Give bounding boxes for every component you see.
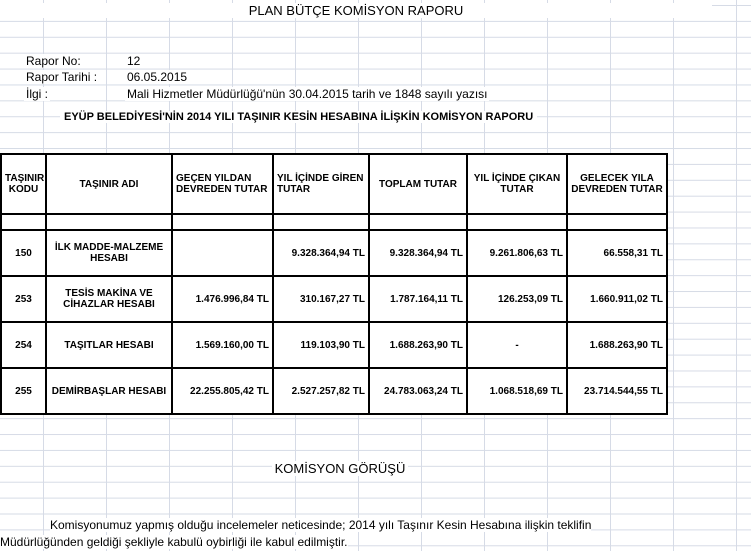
table-spacer-row	[1, 214, 667, 230]
cell-gecen: 1.476.996,84 TL	[172, 276, 273, 322]
cell-code: 254	[1, 322, 46, 368]
header-yil-icinde-cikan: YIL İÇİNDE ÇIKAN TUTAR	[467, 154, 567, 214]
cell-toplam: 9.328.364,94 TL	[369, 230, 467, 276]
rapor-tarihi-label: Rapor Tarihi :	[26, 70, 98, 84]
cell-gelecek: 1.660.911,02 TL	[567, 276, 667, 322]
cell-giren: 9.328.364,94 TL	[273, 230, 369, 276]
cell-toplam: 24.783.063,24 TL	[369, 368, 467, 414]
rapor-no-label: Rapor No:	[26, 54, 81, 68]
cell-toplam: 1.787.164,11 TL	[369, 276, 467, 322]
ilgi-value: Mali Hizmetler Müdürlüğü'nün 30.04.2015 tarih ve 1848 sayılı yazısı	[127, 87, 488, 101]
report-title: PLAN BÜTÇE KOMİSYON RAPORU	[0, 3, 712, 18]
cell-gecen: 1.569.160,00 TL	[172, 322, 273, 368]
ilgi-label: İlgi :	[26, 87, 49, 101]
opinion-title-wrap	[0, 461, 680, 476]
cell-name: İLK MADDE-MALZEME HESABI	[46, 230, 172, 276]
cell-name: DEMİRBAŞLAR HESABI	[46, 368, 172, 414]
opinion-line-2: Müdürlüğünden geldiği şekliyle kabulü oybirliği ile kabul edilmiştir.	[0, 535, 348, 549]
rapor-tarihi-value: 06.05.2015	[127, 70, 188, 84]
header-tasinir-kodu: TAŞINIR KODU	[1, 154, 46, 214]
cell-code: 253	[1, 276, 46, 322]
cell-cikan: 1.068.518,69 TL	[467, 368, 567, 414]
header-yil-icinde-giren: YIL İÇİNDE GİREN TUTAR	[273, 154, 369, 214]
cell-giren: 2.527.257,82 TL	[273, 368, 369, 414]
opinion-title: KOMİSYON GÖRÜŞÜ	[272, 461, 409, 476]
table-row	[1, 276, 667, 322]
cell-cikan: 9.261.806,63 TL	[467, 230, 567, 276]
cell-gelecek: 66.558,31 TL	[567, 230, 667, 276]
cell-gelecek: 23.714.544,55 TL	[567, 368, 667, 414]
cell-giren: 310.167,27 TL	[273, 276, 369, 322]
report-subtitle: EYÜP BELEDİYESİ'NİN 2014 YILI TAŞINIR KESİN HESABINA İLİŞKİN KOMİSYON RAPORU	[60, 111, 537, 123]
table-row	[1, 230, 667, 276]
cell-cikan: 126.253,09 TL	[467, 276, 567, 322]
cell-gelecek: 1.688.263,90 TL	[567, 322, 667, 368]
header-gecen-yildan: GEÇEN YILDAN DEVREDEN TUTAR	[172, 154, 273, 214]
cell-gecen	[172, 230, 273, 276]
cell-toplam: 1.688.263,90 TL	[369, 322, 467, 368]
rapor-no-value: 12	[127, 54, 141, 68]
header-tasinir-adi: TAŞINIR ADI	[46, 154, 172, 214]
table-header-row	[1, 154, 667, 214]
table-row	[1, 368, 667, 414]
cell-name: TAŞITLAR HESABI	[46, 322, 172, 368]
cell-code: 255	[1, 368, 46, 414]
cell-code: 150	[1, 230, 46, 276]
cell-cikan: -	[467, 322, 567, 368]
table-row	[1, 322, 667, 368]
header-toplam-tutar: TOPLAM TUTAR	[369, 154, 467, 214]
cell-name: TESİS MAKİNA VE CİHAZLAR HESABI	[46, 276, 172, 322]
opinion-line-1: Komisyonumuz yapmış olduğu incelemeler neticesinde; 2014 yılı Taşınır Kesin Hesabına ilişkin teklifin	[50, 518, 592, 532]
tasinir-table	[0, 153, 668, 415]
header-gelecek-yila: GELECEK YILA DEVREDEN TUTAR	[567, 154, 667, 214]
cell-gecen: 22.255.805,42 TL	[172, 368, 273, 414]
cell-giren: 119.103,90 TL	[273, 322, 369, 368]
